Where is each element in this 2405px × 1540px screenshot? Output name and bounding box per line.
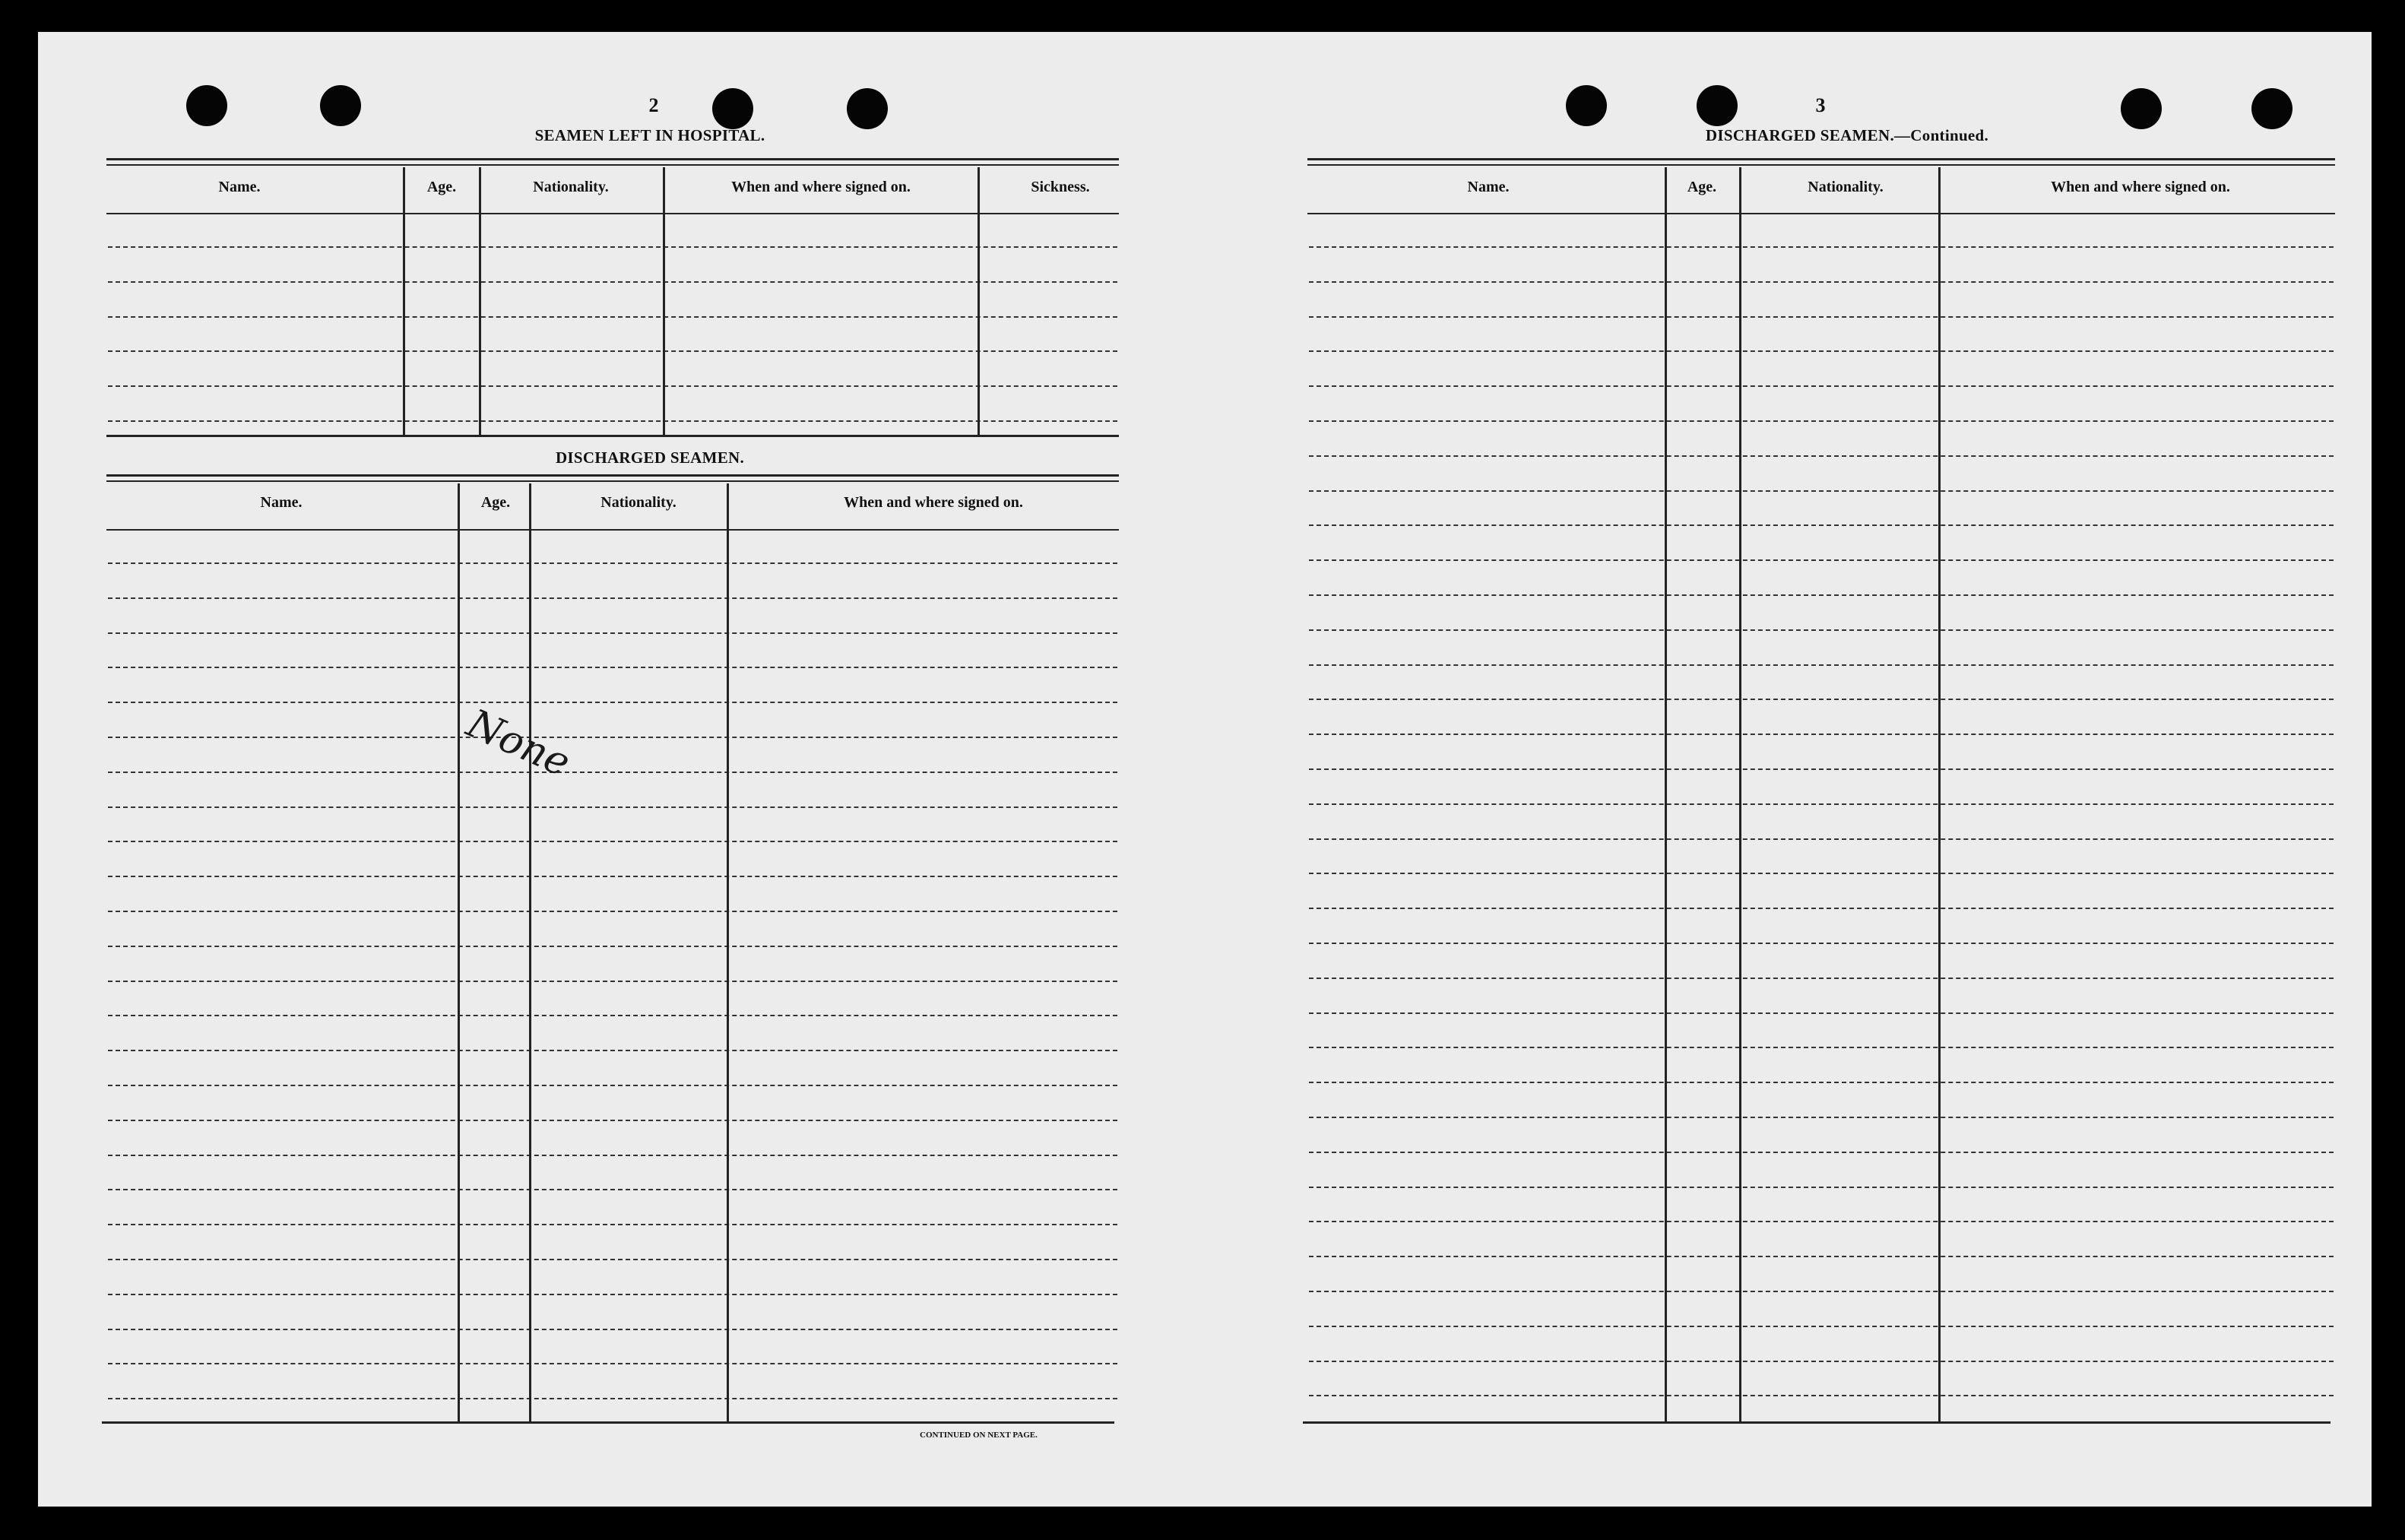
ruled-row-line (108, 1155, 1117, 1156)
page-number: 2 (648, 94, 659, 116)
column-divider (458, 483, 460, 1423)
ruled-row-line (108, 562, 1117, 564)
table-bottom-rule (1303, 1421, 2331, 1424)
ruled-row-line (108, 946, 1117, 947)
column-header-sickness: Sickness. (1031, 179, 1090, 195)
ruled-row-line (108, 1294, 1117, 1295)
ruled-row-line (1309, 1082, 2334, 1083)
ruled-row-line (1309, 1221, 2334, 1222)
column-header-name: Name. (260, 494, 303, 511)
ruled-row-line (108, 772, 1117, 773)
binder-hole (320, 85, 361, 126)
ledger-sheet (38, 32, 2372, 1507)
table-top-rule (1307, 164, 2335, 166)
ruled-row-line (1309, 1187, 2334, 1188)
ruled-row-line (1309, 420, 2334, 422)
ruled-row-line (108, 737, 1117, 738)
ruled-row-line (1309, 1256, 2334, 1257)
ruled-row-line (108, 1363, 1117, 1364)
column-header-when-where: When and where signed on. (731, 179, 911, 195)
table-top-rule (106, 158, 1119, 160)
ruled-row-line (1309, 1012, 2334, 1014)
table-bottom-rule (102, 1421, 1114, 1424)
column-header-when-where: When and where signed on. (2051, 179, 2230, 195)
ruled-row-line (108, 702, 1117, 703)
ruled-row-line (108, 841, 1117, 842)
page-number: 3 (1815, 94, 1826, 116)
ruled-row-line (1309, 699, 2334, 700)
column-divider (663, 167, 665, 435)
column-header-name: Name. (218, 179, 261, 195)
ruled-row-line (1309, 1152, 2334, 1153)
binder-hole (1697, 85, 1738, 126)
column-header-nationality: Nationality. (600, 494, 677, 511)
ruled-row-line (108, 1189, 1117, 1190)
column-divider (1938, 167, 1941, 1421)
ruled-row-line (108, 1015, 1117, 1016)
ruled-row-line (108, 1224, 1117, 1225)
ruled-row-line (1309, 1117, 2334, 1118)
column-divider (978, 167, 980, 435)
table-top-rule (106, 164, 1119, 166)
ruled-row-line (1309, 629, 2334, 631)
table-top-rule (106, 474, 1119, 477)
right-page (1201, 32, 2372, 1507)
ruled-row-line (1309, 1047, 2334, 1048)
ruled-row-line (108, 385, 1117, 387)
continued-note: CONTINUED ON NEXT PAGE. (920, 1431, 1038, 1440)
ruled-row-line (1309, 281, 2334, 283)
header-underline (106, 529, 1119, 531)
ruled-row-line (108, 1085, 1117, 1086)
table-top-rule (1307, 158, 2335, 160)
column-divider (1665, 167, 1667, 1421)
ruled-row-line (108, 806, 1117, 808)
ruled-row-line (1309, 1326, 2334, 1327)
ruled-row-line (1309, 768, 2334, 770)
ruled-row-line (108, 1329, 1117, 1330)
column-divider (1739, 167, 1741, 1421)
ruled-row-line (1309, 524, 2334, 526)
ruled-row-line (108, 1120, 1117, 1121)
ruled-row-line (1309, 664, 2334, 666)
ruled-row-line (1309, 908, 2334, 909)
ruled-row-line (108, 981, 1117, 982)
ruled-row-line (1309, 803, 2334, 805)
table-top-rule (106, 480, 1119, 482)
ruled-row-line (108, 1259, 1117, 1260)
hospital-section-title: SEAMEN LEFT IN HOSPITAL. (534, 126, 765, 144)
header-underline (1307, 213, 2335, 214)
ruled-row-line (108, 1050, 1117, 1051)
ruled-row-line (108, 281, 1117, 283)
ruled-row-line (1309, 350, 2334, 352)
ruled-row-line (1309, 838, 2334, 840)
ruled-row-line (1309, 490, 2334, 492)
column-header-nationality: Nationality. (533, 179, 609, 195)
ruled-row-line (108, 667, 1117, 668)
ruled-row-line (108, 246, 1117, 248)
ruled-row-line (1309, 1395, 2334, 1396)
column-divider (727, 483, 729, 1423)
ruled-row-line (108, 597, 1117, 599)
column-header-age: Age. (480, 494, 511, 511)
ruled-row-line (108, 350, 1117, 352)
header-underline (106, 213, 1119, 214)
ruled-row-line (1309, 873, 2334, 874)
column-divider (403, 167, 405, 435)
ruled-row-line (108, 420, 1117, 422)
column-header-age: Age. (426, 179, 457, 195)
ruled-row-line (1309, 1361, 2334, 1362)
ruled-row-line (1309, 455, 2334, 457)
column-header-when-where: When and where signed on. (844, 494, 1023, 511)
ruled-row-line (108, 911, 1117, 912)
binder-hole (712, 88, 753, 129)
column-divider (529, 483, 531, 1423)
binder-hole (186, 85, 227, 126)
column-header-name: Name. (1467, 179, 1510, 195)
ruled-row-line (108, 876, 1117, 877)
discharged-section-title: DISCHARGED SEAMEN. (555, 448, 745, 467)
column-header-age: Age. (1687, 179, 1717, 195)
binder-hole (847, 88, 888, 129)
ruled-row-line (108, 1398, 1117, 1399)
ruled-row-line (1309, 1291, 2334, 1292)
hospital-bottom-rule (106, 435, 1119, 437)
ruled-row-line (1309, 978, 2334, 979)
binder-hole (2251, 88, 2293, 129)
ruled-row-line (1309, 943, 2334, 944)
binder-hole (2121, 88, 2162, 129)
ruled-row-line (1309, 559, 2334, 561)
handwritten-none: None (460, 701, 577, 787)
column-divider (479, 167, 481, 435)
ruled-row-line (1309, 246, 2334, 248)
discharged-continued-title: DISCHARGED SEAMEN.—Continued. (1705, 126, 1989, 144)
left-page (38, 32, 1201, 1507)
ruled-row-line (108, 316, 1117, 318)
binder-hole (1566, 85, 1607, 126)
ruled-row-line (1309, 734, 2334, 735)
ruled-row-line (108, 632, 1117, 634)
ruled-row-line (1309, 385, 2334, 387)
column-header-nationality: Nationality. (1808, 179, 1884, 195)
ruled-row-line (1309, 594, 2334, 596)
ruled-row-line (1309, 316, 2334, 318)
